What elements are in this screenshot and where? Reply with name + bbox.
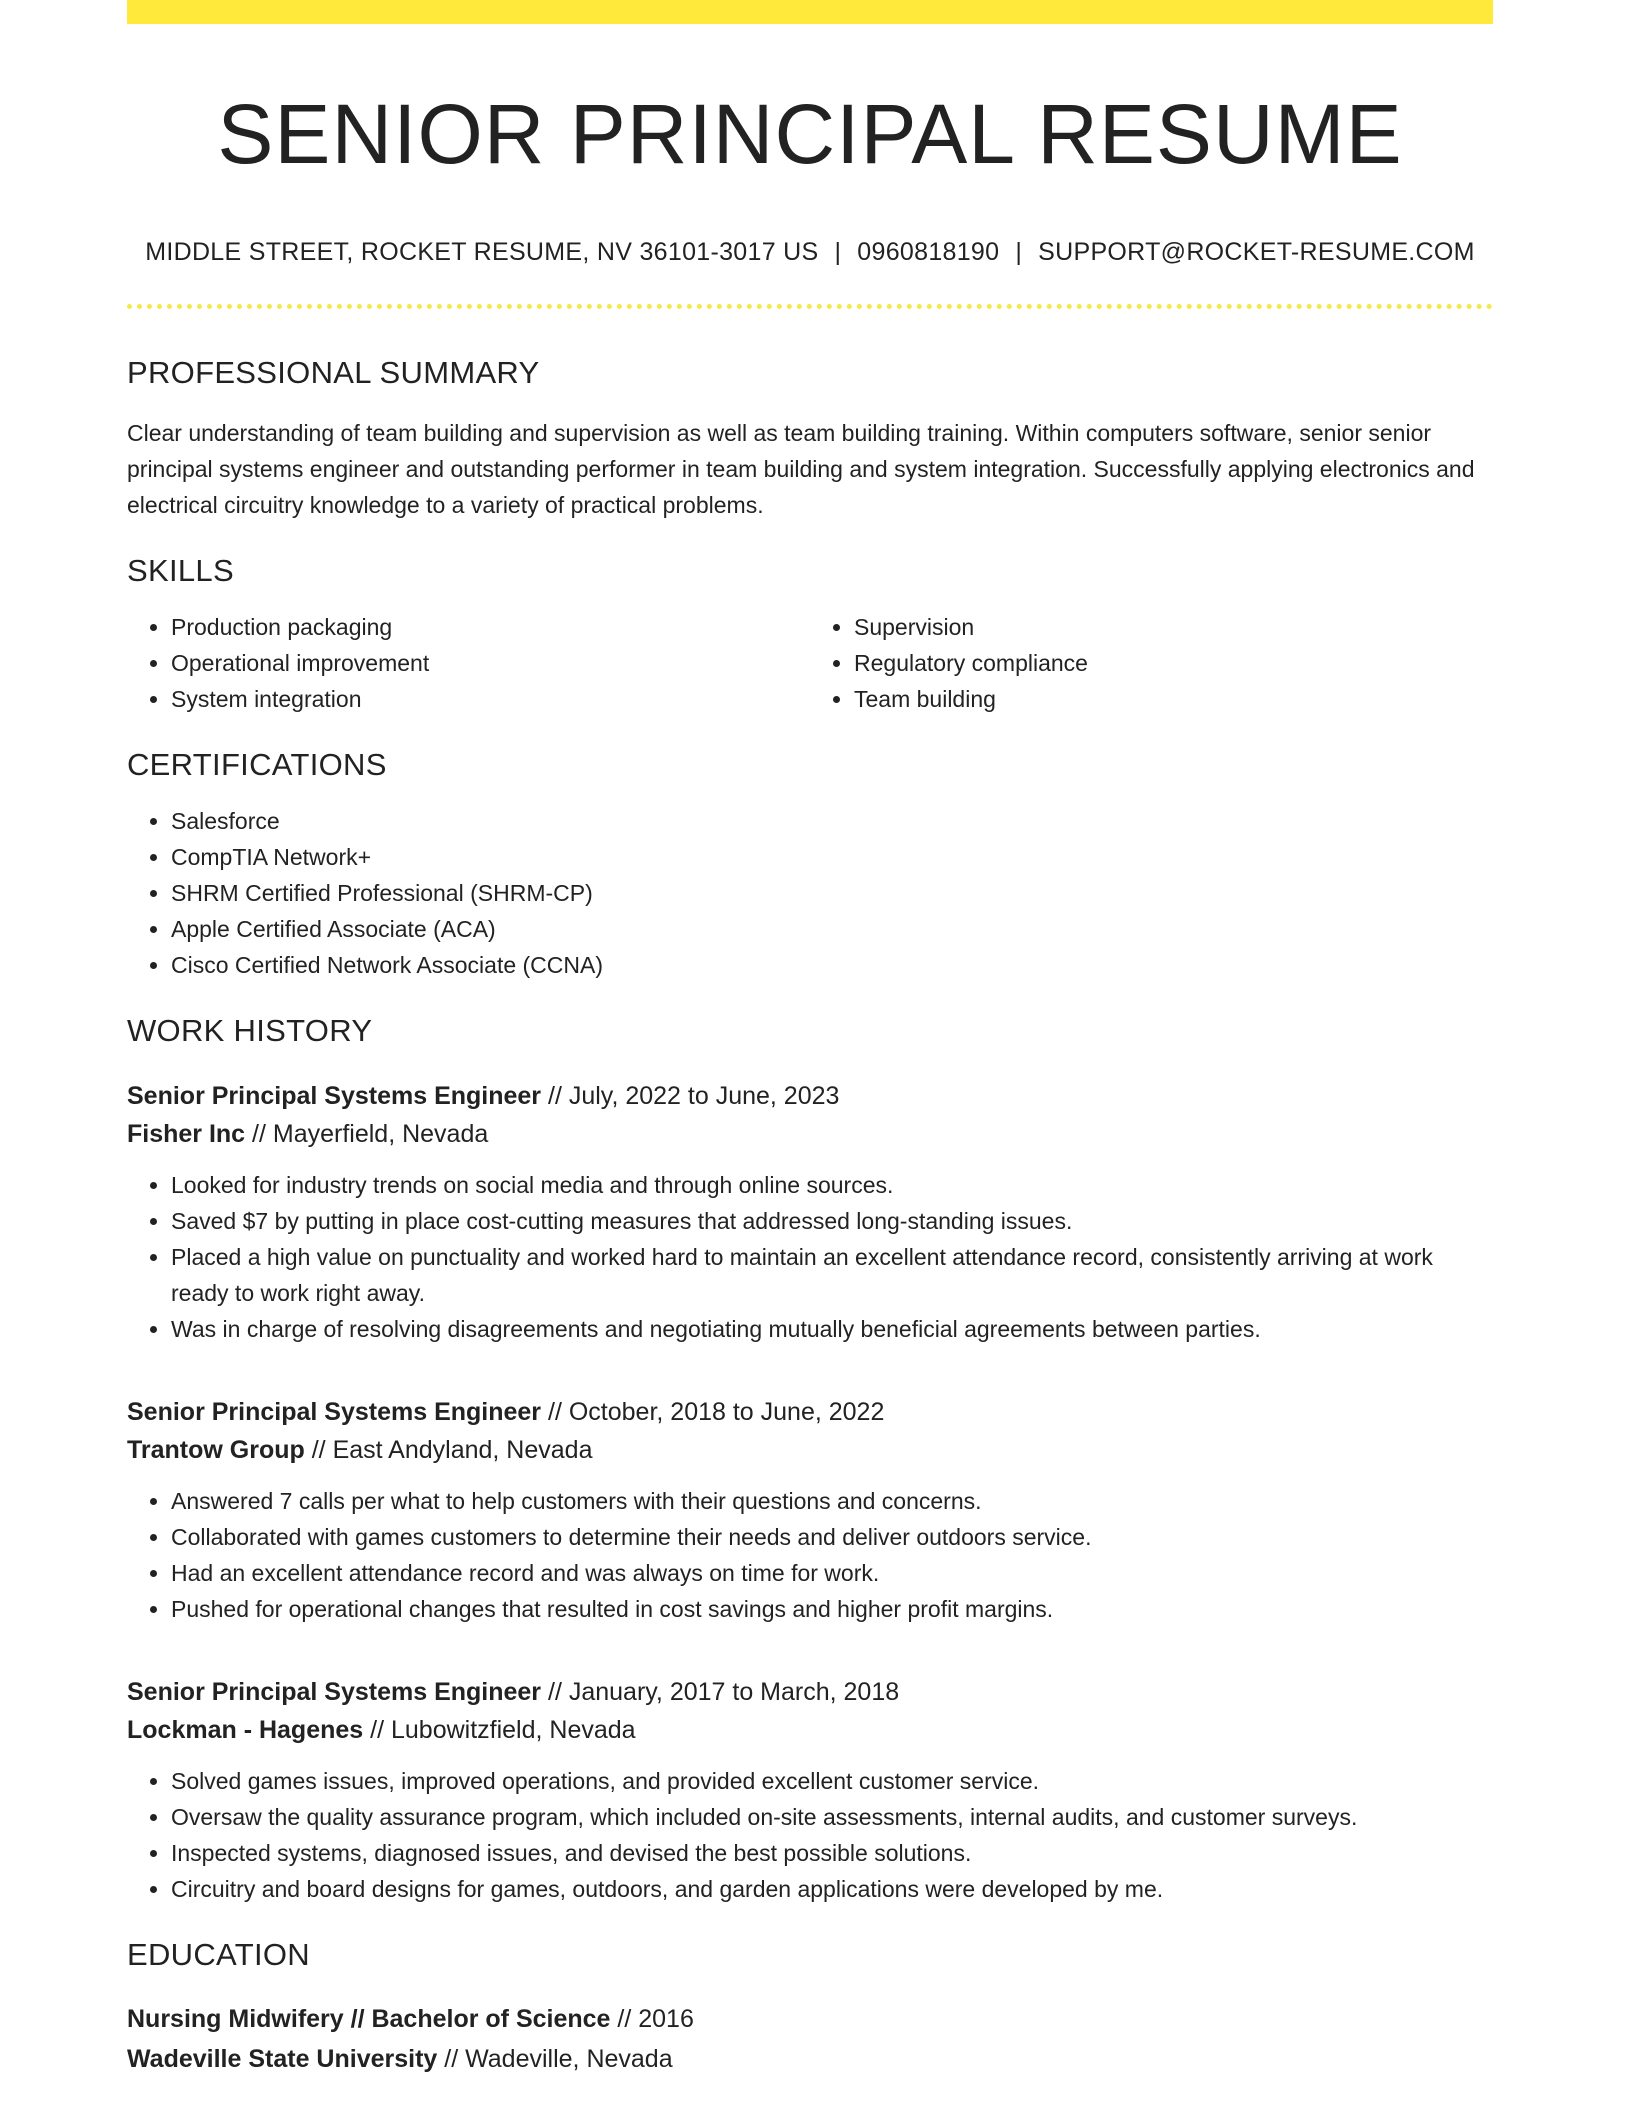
job-bullets [127,1763,1493,1907]
certification-item: • Cisco Certified Network Associate (CCNA) [171,947,1493,983]
education-separator: // [610,2005,639,2033]
certifications-section [127,745,1493,983]
job-location: Mayerfield, Nevada [272,1120,489,1148]
education-separator: // [437,2045,466,2073]
job-separator: // [541,1678,569,1706]
contact-phone: 0960818190 [857,238,1000,266]
summary-text: Clear understanding of team building and supervision as well as team building training. Within computers software, senior senior principal systems engineer and outstanding performer in team building and system integration. Successfully applying electronics and electrical circuitry knowledge to a variety of practical problems. [127,420,1475,518]
job-entry [127,1673,1493,1907]
education-section [127,1935,1493,2079]
skills-list-left [127,609,810,717]
education-heading: EDUCATION [127,1937,310,1972]
job-company: Fisher Inc [127,1120,246,1148]
job-dates: July, 2022 to June, 2023 [568,1082,840,1110]
work-history-heading: WORK HISTORY [127,1013,373,1048]
skill-item: • Regulatory compliance [854,645,1493,681]
education-year: 2016 [638,2005,694,2033]
job-title: Senior Principal Systems Engineer [127,1678,542,1706]
job-title-line [127,1673,1493,1711]
job-bullet: • Answered 7 calls per what to help customers with their questions and concerns. [171,1483,1493,1519]
header-divider [127,304,1493,309]
skills-columns [127,591,1493,717]
job-company: Trantow Group [127,1436,305,1464]
skill-item: • Operational improvement [171,645,810,681]
skill-item: • Production packaging [171,609,810,645]
resume-title: SENIOR PRINCIPAL RESUME [217,87,1403,181]
skills-heading: SKILLS [127,553,234,588]
contact-address: MIDDLE STREET, ROCKET RESUME, NV 36101-3017 US [145,238,819,266]
job-bullet: • Circuitry and board designs for games, outdoors, and garden applications were developed by me. [171,1871,1493,1907]
job-bullet: • Oversaw the quality assurance program, which included on-site assessments, internal audits, and customer surveys. [171,1799,1493,1835]
resume-content [127,24,1493,2079]
job-location: East Andyland, Nevada [332,1436,593,1464]
job-bullets [127,1167,1493,1347]
job-title: Senior Principal Systems Engineer [127,1082,542,1110]
certification-item: • Salesforce [171,803,1493,839]
job-dates: October, 2018 to June, 2022 [568,1398,885,1426]
skill-item: • System integration [171,681,810,717]
job-title-line [127,1077,1493,1115]
top-accent-bar [127,0,1493,24]
skills-section [127,551,1493,717]
job-bullet: • Collaborated with games customers to determine their needs and deliver outdoors service. [171,1519,1493,1555]
skill-item: • Team building [854,681,1493,717]
job-entry [127,1393,1493,1627]
contact-email: SUPPORT@ROCKET-RESUME.COM [1038,238,1475,266]
job-bullet: • Had an excellent attendance record and was always on time for work. [171,1555,1493,1591]
job-company: Lockman - Hagenes [127,1716,364,1744]
skills-list-right [810,609,1493,717]
summary-section [127,353,1493,523]
skill-item: • Supervision [854,609,1493,645]
job-bullet: • Saved $7 by putting in place cost-cutting measures that addressed long-standing issues. [171,1203,1493,1239]
job-dates: January, 2017 to March, 2018 [568,1678,900,1706]
job-separator: // [541,1082,569,1110]
job-bullet: • Placed a high value on punctuality and worked hard to maintain an excellent attendance record, consistently arriving at work ready to work right away. [171,1239,1493,1311]
certification-item: • Apple Certified Associate (ACA) [171,911,1493,947]
job-bullet: • Inspected systems, diagnosed issues, and devised the best possible solutions. [171,1835,1493,1871]
job-separator: // [541,1398,569,1426]
contact-separator: | [1015,238,1023,266]
certification-item: • CompTIA Network+ [171,839,1493,875]
certifications-heading: CERTIFICATIONS [127,747,387,782]
job-separator: // [245,1120,273,1148]
work-history-section [127,1011,1493,1907]
job-bullet: • Solved games issues, improved operations, and provided excellent customer service. [171,1763,1493,1799]
job-company-line [127,1115,1493,1153]
job-separator: // [363,1716,391,1744]
education-degree: Nursing Midwifery // Bachelor of Science [127,2005,611,2033]
job-title: Senior Principal Systems Engineer [127,1398,542,1426]
education-entry [127,1999,1493,2079]
job-company-line [127,1431,1493,1469]
certifications-list [127,803,1493,983]
job-bullet: • Pushed for operational changes that resulted in cost savings and higher profit margins. [171,1591,1493,1627]
job-bullets [127,1483,1493,1627]
summary-heading: PROFESSIONAL SUMMARY [127,355,540,390]
contact-separator: | [834,238,842,266]
job-entry [127,1077,1493,1347]
job-separator: // [304,1436,333,1464]
job-title-line [127,1393,1493,1431]
job-bullet: • Looked for industry trends on social media and through online sources. [171,1167,1493,1203]
education-school: Wadeville State University [127,2045,438,2073]
job-location: Lubowitzfield, Nevada [390,1716,636,1744]
education-degree-line [127,1999,1493,2039]
certification-item: • SHRM Certified Professional (SHRM-CP) [171,875,1493,911]
education-school-line [127,2039,1493,2079]
education-location: Wadeville, Nevada [465,2045,673,2073]
job-company-line [127,1711,1493,1749]
job-bullet: • Was in charge of resolving disagreements and negotiating mutually beneficial agreements between parties. [171,1311,1493,1347]
contact-line [127,236,1493,268]
